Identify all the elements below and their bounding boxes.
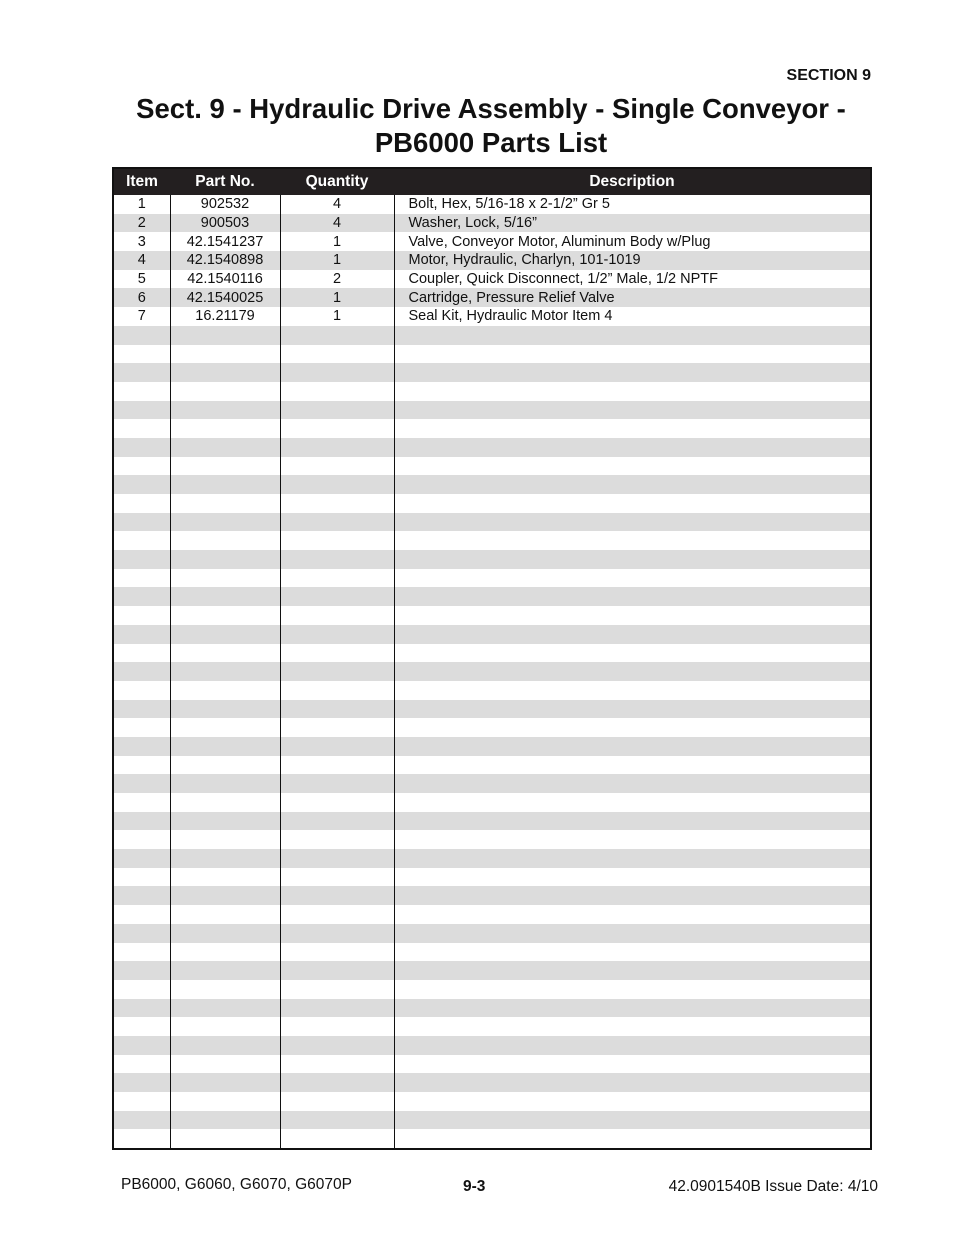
cell-description: Bolt, Hex, 5/16-18 x 2-1/2” Gr 5 [394,195,871,214]
empty-cell [280,905,394,924]
cell-description: Valve, Conveyor Motor, Aluminum Body w/Plug [394,232,871,251]
table-row-empty [113,999,871,1018]
table-header-row [113,168,871,195]
empty-cell [170,494,280,513]
column-header-quantity: Quantity [280,168,394,195]
empty-cell [113,550,170,569]
empty-cell [394,793,871,812]
column-header-part-no: Part No. [170,168,280,195]
empty-cell [170,886,280,905]
table-row-empty [113,961,871,980]
empty-cell [280,700,394,719]
empty-cell [170,531,280,550]
empty-cell [280,438,394,457]
empty-cell [113,1055,170,1074]
empty-cell [170,681,280,700]
table-row [113,307,871,326]
empty-cell [280,999,394,1018]
table-row-empty [113,475,871,494]
table-row-empty [113,606,871,625]
empty-cell [170,980,280,999]
empty-cell [394,700,871,719]
cell-quantity: 4 [280,214,394,233]
empty-cell [280,363,394,382]
cell-part-no: 900503 [170,214,280,233]
cell-quantity: 1 [280,288,394,307]
empty-cell [113,363,170,382]
table-row [113,251,871,270]
table-row-empty [113,830,871,849]
empty-cell [280,1111,394,1130]
empty-cell [170,419,280,438]
empty-cell [113,438,170,457]
empty-cell [394,606,871,625]
empty-cell [170,569,280,588]
empty-cell [113,662,170,681]
cell-item: 7 [137,308,146,325]
empty-cell [113,625,170,644]
empty-cell [280,345,394,364]
cell-part-no: 42.1540898 [170,251,280,270]
table-row-empty [113,326,871,345]
table-row-empty [113,1092,871,1111]
empty-cell [394,924,871,943]
empty-cell [394,943,871,962]
empty-cell [280,513,394,532]
cell-description: Cartridge, Pressure Relief Valve [394,288,871,307]
empty-cell [170,382,280,401]
empty-cell [170,1036,280,1055]
empty-cell [280,849,394,868]
cell-quantity: 1 [280,307,394,326]
empty-cell [113,1036,170,1055]
empty-cell [170,625,280,644]
table-row-empty [113,1036,871,1055]
empty-cell [113,419,170,438]
empty-cell [280,457,394,476]
empty-cell [280,980,394,999]
table-row-empty [113,1055,871,1074]
table-row [113,288,871,307]
empty-cell [280,681,394,700]
empty-cell [394,868,871,887]
empty-cell [113,494,170,513]
empty-cell [280,1036,394,1055]
table-row-empty [113,569,871,588]
empty-cell [280,718,394,737]
empty-cell [394,587,871,606]
empty-cell [113,606,170,625]
empty-cell [170,924,280,943]
empty-cell [113,924,170,943]
empty-cell [280,793,394,812]
empty-cell [113,345,170,364]
empty-cell [280,1092,394,1111]
table-row-empty [113,1129,871,1149]
empty-cell [394,812,871,831]
empty-cell [394,756,871,775]
footer-page-number: 9-3 [463,1178,486,1195]
empty-cell [280,587,394,606]
empty-cell [113,401,170,420]
empty-cell [170,606,280,625]
table-row-empty [113,980,871,999]
empty-cell [280,550,394,569]
empty-cell [170,513,280,532]
empty-cell [280,1073,394,1092]
column-header-item: Item [113,168,170,195]
empty-cell [394,737,871,756]
empty-cell [113,774,170,793]
column-header-description: Description [394,168,871,195]
empty-cell [113,382,170,401]
table-row-empty [113,345,871,364]
empty-cell [280,1055,394,1074]
empty-cell [280,569,394,588]
empty-cell [280,924,394,943]
table-row-empty [113,1111,871,1130]
cell-part-no: 42.1540025 [170,288,280,307]
empty-cell [280,419,394,438]
empty-cell [170,644,280,663]
empty-cell [394,1073,871,1092]
empty-cell [170,812,280,831]
table-row-empty [113,1073,871,1092]
cell-item: 4 [113,251,170,270]
empty-cell [113,1111,170,1130]
empty-cell [280,737,394,756]
empty-cell [170,363,280,382]
table-row-empty [113,513,871,532]
empty-cell [170,345,280,364]
empty-cell [170,943,280,962]
table-row-empty [113,681,871,700]
empty-cell [113,1017,170,1036]
cell-item: 2 [113,214,170,233]
empty-cell [280,644,394,663]
empty-cell [113,531,170,550]
empty-cell [113,793,170,812]
empty-cell [280,475,394,494]
empty-cell [170,587,280,606]
empty-cell [113,849,170,868]
empty-cell [394,326,871,345]
empty-cell [170,1055,280,1074]
empty-cell [394,1129,871,1149]
empty-cell [170,1111,280,1130]
cell-item: 6 [113,288,170,307]
empty-cell [394,513,871,532]
empty-cell [113,718,170,737]
empty-cell [394,438,871,457]
empty-cell [113,681,170,700]
table-row-empty [113,363,871,382]
cell-description: Coupler, Quick Disconnect, 1/2” Male, 1/2 NPTF [394,270,871,289]
cell-item: 5 [137,271,146,288]
empty-cell [280,961,394,980]
empty-cell [170,830,280,849]
empty-cell [170,457,280,476]
empty-cell [394,886,871,905]
empty-cell [113,737,170,756]
footer-models: PB6000, G6060, G6070, G6070P [121,1176,352,1193]
table-row [113,195,871,214]
empty-cell [170,1129,280,1149]
empty-cell [394,1111,871,1130]
table-row-empty [113,494,871,513]
empty-cell [280,531,394,550]
empty-cell [170,999,280,1018]
empty-cell [280,812,394,831]
empty-cell [113,812,170,831]
table-row [113,270,871,289]
empty-cell [280,1017,394,1036]
table-row-empty [113,382,871,401]
table-row-empty [113,457,871,476]
empty-cell [113,1092,170,1111]
empty-cell [170,718,280,737]
empty-cell [394,1092,871,1111]
empty-cell [394,1055,871,1074]
table-row-empty [113,644,871,663]
empty-cell [113,326,170,345]
empty-cell [113,644,170,663]
empty-cell [394,419,871,438]
empty-cell [113,513,170,532]
empty-cell [394,905,871,924]
empty-cell [113,1073,170,1092]
empty-cell [280,868,394,887]
empty-cell [113,980,170,999]
cell-part-no: 42.1540116 [170,270,280,289]
empty-cell [280,662,394,681]
empty-cell [280,830,394,849]
title-line-2: PB6000 Parts List [374,127,608,158]
table-row-empty [113,793,871,812]
cell-item: 1 [137,196,146,213]
table-row-empty [113,1017,871,1036]
empty-cell [280,774,394,793]
table-row-empty [113,737,871,756]
empty-cell [113,943,170,962]
empty-cell [113,587,170,606]
empty-cell [280,382,394,401]
empty-cell [280,943,394,962]
empty-cell [170,849,280,868]
cell-item: 3 [137,233,146,250]
table-row-empty [113,587,871,606]
cell-quantity: 4 [280,195,394,214]
empty-cell [280,326,394,345]
table-row-empty [113,438,871,457]
footer-doc-number: 42.0901540B Issue Date: 4/10 [668,1178,878,1195]
cell-part-no: 902532 [170,195,280,214]
empty-cell [394,999,871,1018]
table-row-empty [113,849,871,868]
empty-cell [394,569,871,588]
empty-cell [170,438,280,457]
title-line-1: Sect. 9 - Hydraulic Drive Assembly - Single Conveyor - [136,93,846,124]
empty-cell [170,1017,280,1036]
empty-cell [170,756,280,775]
empty-cell [394,662,871,681]
cell-description: Washer, Lock, 5/16” [394,214,871,233]
empty-cell [170,326,280,345]
empty-cell [394,625,871,644]
empty-cell [170,905,280,924]
table-row [113,214,871,233]
empty-cell [170,700,280,719]
table-row-empty [113,756,871,775]
empty-cell [113,756,170,775]
empty-cell [394,1036,871,1055]
empty-cell [113,700,170,719]
empty-cell [113,1129,170,1149]
table-row [113,232,871,251]
empty-cell [113,868,170,887]
empty-cell [394,644,871,663]
table-row-empty [113,401,871,420]
table-row-empty [113,886,871,905]
empty-cell [280,1129,394,1149]
empty-cell [280,756,394,775]
cell-description: Motor, Hydraulic, Charlyn, 101-1019 [394,251,871,270]
empty-cell [113,569,170,588]
empty-cell [170,868,280,887]
table-row-empty [113,625,871,644]
empty-cell [170,961,280,980]
empty-cell [170,475,280,494]
cell-part-no: 16.21179 [170,307,280,326]
empty-cell [170,774,280,793]
empty-cell [394,401,871,420]
empty-cell [170,793,280,812]
empty-cell [170,662,280,681]
cell-quantity: 2 [280,270,394,289]
empty-cell [394,849,871,868]
table-row-empty [113,700,871,719]
empty-cell [170,1073,280,1092]
empty-cell [394,1017,871,1036]
empty-cell [394,475,871,494]
empty-cell [280,401,394,420]
parts-list-table [112,167,872,1150]
empty-cell [394,382,871,401]
table-row-empty [113,550,871,569]
table-row-empty [113,924,871,943]
table-row-empty [113,905,871,924]
table-row-empty [113,774,871,793]
empty-cell [113,961,170,980]
empty-cell [113,830,170,849]
cell-part-no: 42.1541237 [170,232,280,251]
table-row-empty [113,662,871,681]
empty-cell [394,718,871,737]
empty-cell [113,457,170,476]
empty-cell [394,345,871,364]
table-row-empty [113,419,871,438]
empty-cell [113,999,170,1018]
empty-cell [280,886,394,905]
empty-cell [170,550,280,569]
table-row-empty [113,943,871,962]
empty-cell [170,737,280,756]
table-row-empty [113,868,871,887]
empty-cell [394,961,871,980]
empty-cell [394,681,871,700]
empty-cell [280,494,394,513]
empty-cell [394,363,871,382]
table-row-empty [113,812,871,831]
empty-cell [113,886,170,905]
table-row-empty [113,718,871,737]
empty-cell [113,475,170,494]
section-label: SECTION 9 [786,67,871,84]
empty-cell [394,550,871,569]
empty-cell [394,531,871,550]
empty-cell [170,401,280,420]
empty-cell [394,774,871,793]
page-title [60,92,922,160]
empty-cell [280,606,394,625]
cell-quantity: 1 [280,251,394,270]
empty-cell [394,494,871,513]
empty-cell [394,980,871,999]
cell-description: Seal Kit, Hydraulic Motor Item 4 [394,307,871,326]
table-row-empty [113,531,871,550]
cell-quantity: 1 [280,232,394,251]
empty-cell [113,905,170,924]
empty-cell [170,1092,280,1111]
empty-cell [280,625,394,644]
parts-table-body [113,195,871,1149]
empty-cell [394,830,871,849]
empty-cell [394,457,871,476]
